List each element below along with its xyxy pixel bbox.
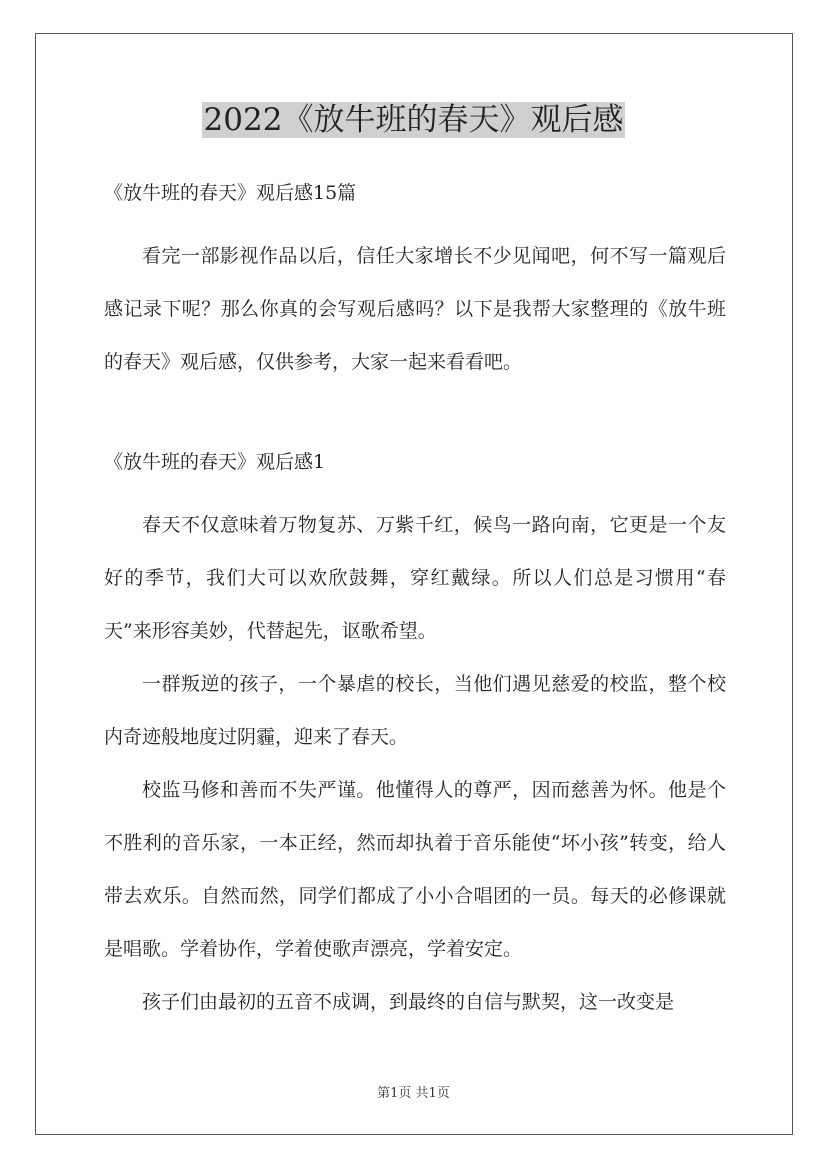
document-title-text: 2022《放牛班的春天》观后感 bbox=[203, 102, 624, 138]
document-body bbox=[104, 177, 726, 1029]
section-heading: 《放牛班的春天》观后感1 bbox=[104, 451, 326, 473]
page-number-footer: 第1页 共1页 bbox=[377, 1086, 450, 1101]
intro-paragraph: 看完一部影视作品以后，信任大家增长不少见闻吧，何不写一篇观后感记录下呢？那么你真的会写观后感吗？以下是我帮大家整理的《放牛班的春天》观后感，仅供参考，大家一起来看看吧。 bbox=[104, 245, 726, 373]
body-paragraph: 春天不仅意味着万物复苏、万紫千红，候鸟一路向南，它更是一个友好的季节，我们大可以欢欣鼓舞，穿红戴绿。所以人们总是习惯用“春天”来形容美妙，代替起先，讴歌希望。 bbox=[104, 514, 726, 642]
document-subtitle: 《放牛班的春天》观后感15篇 bbox=[104, 182, 357, 204]
body-paragraph: 校监马修和善而不失严谨。他懂得人的尊严，因而慈善为怀。他是个不胜利的音乐家，一本正经，然而却执着于音乐能使“坏小孩”转变，给人带去欢乐。自然而然，同学们都成了小小合唱团的一员。每天的必修课就是唱歌。学着协作，学着使歌声漂亮，学着安定。 bbox=[104, 779, 726, 960]
document-title bbox=[0, 100, 827, 140]
body-paragraph: 孩子们由最初的五音不成调，到最终的自信与默契，这一改变是 bbox=[142, 991, 675, 1013]
body-paragraph: 一群叛逆的孩子，一个暴虐的校长，当他们遇见慈爱的校监，整个校内奇迹般地度过阴霾，迎来了春天。 bbox=[104, 673, 726, 748]
